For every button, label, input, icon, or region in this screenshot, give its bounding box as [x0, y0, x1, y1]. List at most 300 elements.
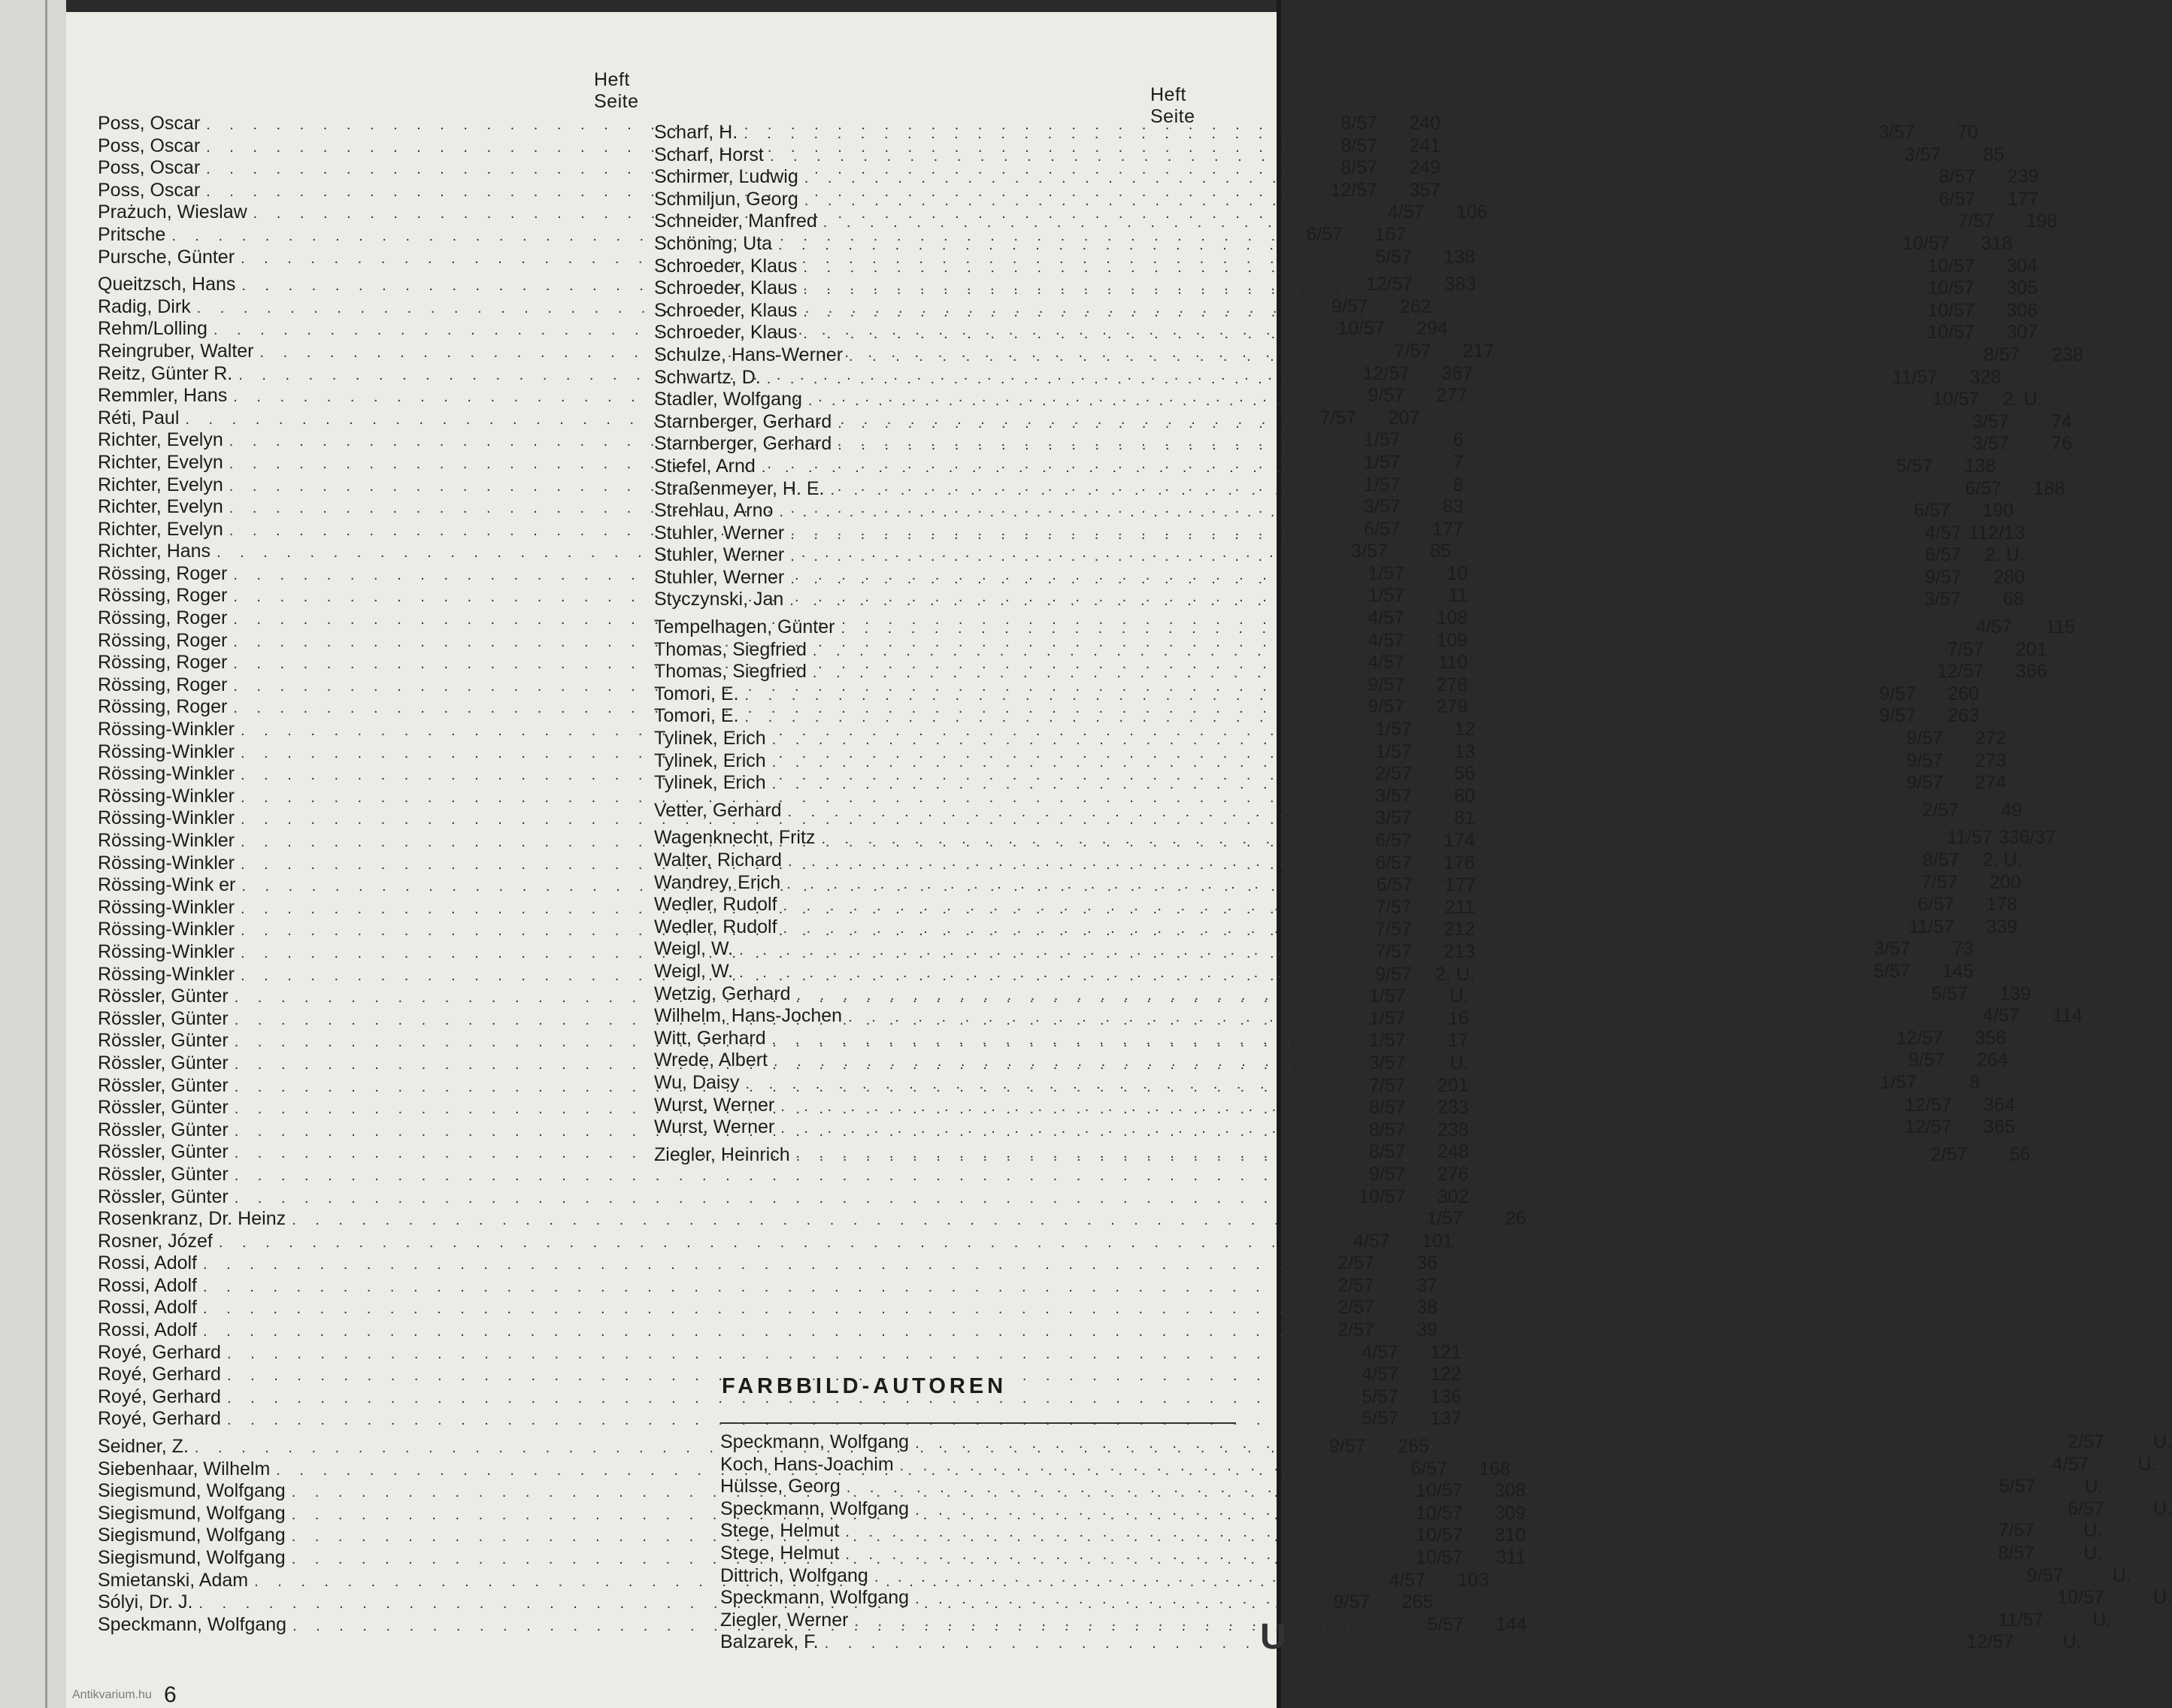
author-name: Pritsche	[98, 223, 166, 245]
dot-leader	[848, 1009, 1959, 1026]
author-name: Tylinek, Erich	[654, 750, 766, 771]
entry-name-wrap	[654, 1072, 1862, 1094]
heft-value: 4/57	[1353, 1230, 1390, 1252]
seite-value: 2. U.	[1985, 544, 2025, 566]
dot-leader	[788, 804, 1899, 821]
seite-value: 339	[1986, 916, 2018, 937]
dot-leader	[739, 942, 1850, 959]
heft-value: 12/57	[1904, 1094, 1952, 1116]
author-name: Rossi, Adolf	[98, 1319, 198, 1341]
author-name: Stege, Helmut	[720, 1520, 840, 1542]
dot-leader	[780, 1120, 1892, 1137]
author-name: Stadler, Wolfgang	[654, 389, 802, 410]
author-name: Wedler, Rudolf	[654, 894, 777, 916]
author-name: Wetzig, Gerhard	[654, 983, 791, 1004]
seite-value: 109	[1436, 629, 1468, 651]
author-name: Wilhelm, Hans-Jochen	[654, 1005, 843, 1027]
index-entry	[98, 785, 1475, 808]
author-name: Siegismund, Wolfgang	[98, 1547, 286, 1568]
dot-leader	[744, 126, 1855, 143]
dot-leader	[845, 1524, 1956, 1540]
seite-value: 49	[2001, 799, 2022, 821]
entry-name-wrap	[654, 772, 1889, 794]
author-name: Weigl, W.	[654, 938, 734, 960]
entry-name-wrap	[654, 750, 1889, 772]
seite-value: 8	[1453, 474, 1464, 495]
seite-value: 308	[1494, 1480, 1526, 1502]
seite-value: 2. U.	[1983, 849, 2022, 871]
author-name: Royé, Gerhard	[98, 1385, 221, 1407]
heft-value: 10/57	[1932, 389, 1980, 410]
dot-leader	[203, 1301, 1314, 1318]
seite-value: 280	[1993, 566, 2025, 588]
dot-leader	[772, 1031, 1883, 1049]
entry-name-wrap	[654, 456, 1879, 477]
author-name: Rosner, Józef	[98, 1230, 213, 1252]
entry-name-wrap	[98, 1342, 1344, 1364]
entry-name-wrap	[654, 567, 1907, 589]
author-name: Rössler, Günter	[98, 1186, 229, 1207]
dot-leader	[770, 148, 1881, 165]
author-name: Reitz, Günter R.	[98, 362, 233, 384]
heft-value: 4/57	[1368, 629, 1405, 651]
heft-value: 3/57	[1878, 122, 1916, 143]
entry-name-wrap	[98, 1364, 1344, 1385]
entry-name-wrap	[654, 1005, 1965, 1027]
left-column-header	[594, 69, 692, 113]
dot-leader	[783, 898, 1895, 915]
dot-leader	[915, 1591, 2026, 1607]
author-name: Remmler, Hans	[98, 385, 228, 407]
heft-value: 4/57	[1368, 652, 1405, 674]
heft-header: Heft	[594, 69, 630, 90]
seite-value: 103	[1457, 1569, 1489, 1591]
heft-value: 7/57	[1394, 340, 1431, 362]
entry-name-wrap	[654, 500, 1896, 522]
seite-value: 101	[1422, 1230, 1453, 1252]
seite-value: 365	[1983, 1116, 2016, 1138]
seite-value: 217	[1462, 340, 1495, 362]
heft-value: 3/57	[1363, 496, 1401, 518]
dot-leader	[825, 1635, 1936, 1652]
seite-value: U.	[2112, 1564, 2131, 1586]
dot-leader	[823, 214, 1934, 232]
heft-value: 1/57	[1368, 562, 1405, 584]
heft-value: 9/57	[1329, 1436, 1366, 1458]
dot-leader	[203, 1323, 1314, 1340]
entry-name-wrap	[654, 849, 1905, 871]
author-name: Rössler, Günter	[98, 1097, 229, 1119]
heft-value: 5/57	[1427, 1613, 1464, 1635]
heft-value: 9/57	[1925, 566, 1962, 588]
seite-value: 8	[1969, 1071, 1980, 1093]
index-entry	[98, 1274, 1437, 1298]
dot-leader	[854, 1613, 1965, 1630]
seite-value: 207	[1388, 407, 1420, 429]
entry-name-wrap	[654, 1116, 1898, 1138]
dot-leader	[804, 192, 1916, 210]
dot-leader	[789, 592, 1901, 610]
author-name: Schirmer, Ludwig	[654, 166, 798, 188]
dot-leader	[790, 571, 1901, 588]
seite-value: 85	[1430, 541, 1451, 562]
seite-value: 260	[1947, 683, 1980, 704]
index-entry	[98, 1230, 1453, 1253]
seite-value: 17	[1447, 1030, 1469, 1052]
heft-value: 6/57	[1375, 852, 1412, 874]
heft-value: 10/57	[1337, 318, 1385, 340]
seite-value: 211	[1445, 896, 1475, 918]
heft-value: 10/57	[1416, 1502, 1463, 1524]
heft-value: 3/57	[1904, 144, 1941, 165]
dot-leader	[762, 459, 1873, 477]
author-name: Rössing-Winkler	[98, 896, 235, 918]
author-name: Wedler, Rudolf	[654, 916, 777, 937]
heft-value: 4/57	[1975, 616, 2013, 638]
heft-value: 5/57	[1896, 455, 1933, 477]
seite-value: 16	[1447, 1007, 1469, 1029]
heft-value: 10/57	[1927, 255, 1975, 277]
author-name: Rössing-Winkler	[98, 852, 235, 874]
seite-value: 272	[1974, 728, 2007, 750]
heft-value: 9/57	[2027, 1564, 2064, 1586]
seite-value: U.	[2083, 1542, 2103, 1564]
entry-name-wrap	[98, 1297, 1320, 1319]
entry-name-wrap	[654, 322, 1920, 344]
author-name: Poss, Oscar	[98, 157, 201, 179]
author-name: Tylinek, Erich	[654, 772, 766, 794]
heft-value: 8/57	[1368, 1097, 1406, 1119]
entry-name-wrap	[654, 233, 1895, 255]
heft-value: 8/57	[1922, 849, 1959, 871]
seite-value: 56	[2009, 1143, 2031, 1165]
author-name: Stiefel, Arnd	[654, 455, 756, 477]
dot-leader	[915, 1502, 2026, 1519]
author-name: Styczynski, Jan	[654, 589, 784, 610]
seite-value: 304	[2006, 255, 2038, 277]
heft-value: 9/57	[1906, 772, 1943, 794]
entry-name-wrap	[654, 122, 1861, 144]
dot-leader	[767, 371, 1878, 388]
heft-value: 7/57	[1998, 1520, 2035, 1542]
heft-value: 12/57	[1937, 661, 1984, 683]
author-name: Wagenknecht, Fritz	[654, 827, 816, 849]
heft-value: 2/57	[1375, 763, 1412, 785]
heft-value: 2/57	[1337, 1274, 1374, 1296]
author-name: Seidner, Z.	[98, 1436, 189, 1458]
author-name: Siebenhaar, Wilhelm	[98, 1458, 271, 1479]
dot-leader	[779, 504, 1890, 521]
seite-value: 108	[1436, 607, 1468, 629]
seite-value: 13	[1454, 740, 1475, 762]
author-name: Ziegler, Heinrich	[654, 1143, 790, 1165]
author-name: Walter, Richard	[654, 849, 782, 871]
seite-value: 263	[1947, 705, 1980, 727]
seite-value: 311	[1495, 1547, 1526, 1568]
author-name: Speckmann, Wolfgang	[98, 1613, 287, 1635]
index-entry	[98, 1208, 1526, 1231]
heft-value: 10/57	[1927, 322, 1975, 344]
dot-leader	[227, 1412, 1338, 1429]
heft-value: 11/57	[1892, 366, 1938, 388]
dot-leader	[803, 304, 1914, 321]
seite-value: 273	[1974, 750, 2007, 771]
author-name: Scharf, H.	[654, 122, 738, 143]
dot-leader	[219, 1234, 1330, 1252]
dot-leader	[847, 1479, 1958, 1496]
entry-name-wrap	[654, 800, 1904, 822]
dot-leader	[845, 1546, 1956, 1563]
author-name: Wandrey, Erich	[654, 871, 781, 893]
author-name: Schwartz, D.	[654, 366, 761, 388]
heft-value: 10/57	[1927, 277, 1975, 299]
author-name: Siegismund, Wolfgang	[98, 1525, 286, 1546]
heft-value: 8/57	[1983, 344, 2020, 365]
entry-name-wrap	[720, 1431, 2032, 1453]
seite-value: 264	[1977, 1049, 2008, 1071]
entry-name-wrap	[720, 1565, 1992, 1587]
heft-value: 1/57	[1426, 1208, 1463, 1230]
heft-value: 10/57	[1902, 232, 1949, 254]
heft-value: 7/57	[1375, 919, 1412, 940]
author-name: Rössing, Roger	[98, 674, 228, 695]
farbbild-section-title: FARBBILD-AUTOREN	[722, 1374, 1007, 1398]
author-name: Schroeder, Klaus	[654, 255, 798, 277]
heft-value: 9/57	[1333, 1591, 1371, 1613]
seite-value: 238	[2052, 344, 2083, 365]
author-name: Réti, Paul	[98, 407, 180, 429]
dot-leader	[790, 548, 1901, 565]
heft-value: 1/57	[1375, 740, 1412, 762]
author-name: Poss, Oscar	[98, 135, 201, 156]
seite-value: 177	[1444, 874, 1477, 896]
author-name: Richter, Evelyn	[98, 518, 223, 540]
heft-value: 7/57	[1375, 940, 1412, 962]
seite-value: 36	[1416, 1252, 1437, 1274]
seite-value: 238	[1437, 1119, 1469, 1140]
entry-name-wrap	[654, 589, 1907, 610]
author-name: Stuhler, Werner	[654, 544, 785, 566]
dot-leader	[786, 876, 1898, 893]
dot-leader	[915, 1435, 2026, 1452]
author-name: Poss, Oscar	[98, 179, 201, 201]
heft-value: 8/57	[1938, 166, 1976, 188]
entry-name-wrap	[654, 544, 1907, 566]
heft-value: 6/57	[1363, 518, 1401, 540]
dot-leader	[838, 437, 1949, 454]
seite-value: 212	[1443, 919, 1475, 940]
heft-value: 1/57	[1368, 986, 1406, 1007]
heft-value: 9/57	[1879, 683, 1916, 704]
author-name: Rössler, Günter	[98, 1030, 229, 1052]
author-name: Schulze, Hans-Werner	[654, 344, 844, 365]
author-name: Royé, Gerhard	[98, 1364, 221, 1385]
entry-name-wrap	[720, 1454, 2017, 1476]
dot-leader	[874, 1569, 1986, 1585]
heft-value: 10/57	[1359, 1186, 1406, 1207]
seite-header: Seite	[1150, 106, 1195, 127]
author-name: Rössing, Roger	[98, 696, 228, 718]
seite-value: 309	[1494, 1502, 1526, 1524]
entry-name-wrap	[720, 1587, 2032, 1609]
heft-value: 4/57	[2052, 1453, 2089, 1475]
entry-name-wrap	[654, 961, 1856, 983]
heft-value: 9/57	[1368, 385, 1405, 407]
heft-value: 8/57	[1340, 157, 1378, 179]
author-name: Rössler, Günter	[98, 1141, 229, 1163]
heft-value: 6/57	[1375, 830, 1412, 851]
heft-value: 9/57	[1368, 696, 1405, 718]
heft-value: 11/57	[1946, 827, 1993, 849]
heft-value: 2/57	[1922, 799, 1959, 821]
seite-value: 357	[1409, 179, 1441, 201]
author-name: Rössler, Günter	[98, 986, 229, 1007]
author-name: Scharf, Horst	[654, 144, 764, 165]
heft-value: 7/57	[1958, 210, 1995, 232]
heft-value: 9/57	[1375, 963, 1412, 985]
seite-value: 201	[1437, 1074, 1469, 1096]
dot-leader	[745, 709, 1856, 726]
seite-value: 74	[2051, 410, 2073, 432]
seite-value: 139	[1999, 983, 2031, 1004]
author-name: Richter, Evelyn	[98, 451, 223, 473]
dot-leader	[813, 643, 1924, 660]
entry-name-wrap	[654, 827, 1938, 849]
heft-value: 9/57	[1906, 750, 1943, 771]
seite-header: Seite	[594, 91, 639, 112]
seite-value: 37	[1416, 1274, 1437, 1296]
heft-value: 3/57	[1368, 1052, 1406, 1074]
seite-value: 138	[1964, 455, 1996, 477]
heft-value: 10/57	[1927, 299, 1975, 321]
entry-name-wrap	[98, 1252, 1320, 1274]
heft-value: 1/57	[1363, 451, 1401, 473]
entry-name-wrap	[654, 872, 1904, 894]
heft-value: 8/57	[1340, 113, 1378, 134]
author-name: Speckmann, Wolfgang	[720, 1587, 910, 1609]
heft-value: 6/57	[1410, 1458, 1448, 1479]
heft-value: 1/57	[1368, 1030, 1406, 1052]
seite-value: 276	[1437, 1163, 1469, 1185]
seite-value: 138	[1443, 246, 1475, 268]
seite-value: 310	[1494, 1525, 1526, 1546]
entry-name-wrap	[654, 189, 1922, 210]
index-entry	[98, 1341, 1462, 1364]
entry-name-wrap	[654, 144, 1887, 166]
author-name: Rössing-Winkler	[98, 963, 235, 985]
entry-name-wrap	[654, 367, 1884, 389]
entry-name-wrap	[654, 1049, 1891, 1071]
seite-value: 10	[1446, 562, 1468, 584]
entry-name-wrap	[98, 1164, 1352, 1186]
author-name: Rössler, Günter	[98, 1052, 229, 1074]
seite-value: 262	[1399, 295, 1431, 317]
heft-value: 9/57	[1879, 705, 1916, 727]
heft-value: 3/57	[1972, 433, 2010, 455]
author-name: Queitzsch, Hans	[98, 274, 236, 295]
heft-value: 6/57	[1938, 188, 1976, 210]
author-name: Wurst, Werner	[654, 1116, 775, 1138]
dot-leader	[772, 731, 1883, 749]
heft-value: 7/57	[1921, 871, 1958, 893]
seite-value: 145	[1942, 960, 1974, 982]
author-name: Stuhler, Werner	[654, 566, 785, 588]
heft-value: 10/57	[2057, 1587, 2104, 1609]
author-name: Rössing-Winkler	[98, 719, 235, 740]
heft-value: 9/57	[1368, 1163, 1406, 1185]
author-name: Starnberger, Gerhard	[654, 433, 832, 455]
author-name: Pursche, Günter	[98, 246, 235, 268]
heft-value: 11/57	[1998, 1609, 2044, 1631]
heft-value: 12/57	[1904, 1116, 1952, 1138]
seite-value: 70	[1957, 122, 1979, 143]
author-name: Royé, Gerhard	[98, 1341, 221, 1363]
author-name: Thomas, Siegfried	[654, 638, 807, 660]
author-name: Hülsse, Georg	[720, 1476, 841, 1498]
entry-name-wrap	[654, 210, 1940, 232]
author-name: Radig, Dirk	[98, 295, 191, 317]
heft-value: 9/57	[1906, 728, 1943, 750]
seite-value: 279	[1436, 696, 1468, 718]
dot-leader	[808, 392, 1919, 410]
heft-value: 7/57	[1947, 638, 1984, 660]
entry-name-wrap	[654, 389, 1925, 410]
seite-value: 73	[1952, 938, 1974, 960]
entry-name-wrap	[654, 478, 1947, 500]
seite-value: 112/13	[1968, 522, 2025, 544]
author-name: Tylinek, Erich	[654, 728, 766, 750]
entry-name-wrap	[654, 1028, 1889, 1049]
author-name: Straßenmeyer, H. E.	[654, 477, 825, 499]
heft-value: 6/57	[1306, 223, 1343, 245]
heft-value: 7/57	[1375, 896, 1412, 918]
page-edge	[0, 0, 66, 1708]
entry-name-wrap	[98, 1186, 1352, 1208]
seite-value: 110	[1437, 652, 1468, 674]
heft-value: 9/57	[1331, 295, 1368, 317]
heft-value: 2/57	[1337, 1252, 1374, 1274]
entry-name-wrap	[654, 894, 1900, 916]
heft-value: 3/57	[1874, 938, 1911, 960]
seite-value: 265	[1398, 1436, 1429, 1458]
author-name: Speckmann, Wolfgang	[720, 1498, 910, 1519]
author-name: Richter, Evelyn	[98, 496, 223, 518]
author-name: Rössing, Roger	[98, 629, 228, 651]
seite-value: 6	[1453, 429, 1464, 451]
heft-value: 12/57	[1362, 362, 1410, 384]
index-entry	[98, 1297, 1437, 1319]
dot-leader	[830, 482, 1941, 499]
seite-value: 356	[1974, 1027, 2007, 1049]
seite-value: 122	[1430, 1364, 1462, 1385]
heft-value: 2/57	[2067, 1431, 2104, 1452]
author-name: Ziegler, Werner	[720, 1609, 849, 1631]
seite-value: 137	[1430, 1408, 1462, 1430]
author-name: Koch, Hans-Joachim	[720, 1453, 894, 1475]
heft-value: 12/57	[1330, 179, 1378, 201]
seite-value: 106	[1456, 201, 1488, 223]
heft-value: 3/57	[1375, 807, 1412, 829]
author-name: Speckmann, Wolfgang	[720, 1431, 910, 1452]
author-name: Rössing-Winkler	[98, 740, 235, 762]
author-name: Wrede, Albert	[654, 1049, 768, 1071]
dot-leader	[292, 1212, 1403, 1229]
author-name: Rossi, Adolf	[98, 1274, 198, 1296]
seite-value: 2. U.	[1435, 963, 1475, 985]
author-name: Sólyi, Dr. J.	[98, 1591, 193, 1613]
seite-value: 198	[2025, 210, 2058, 232]
seite-value: 328	[1969, 366, 2001, 388]
